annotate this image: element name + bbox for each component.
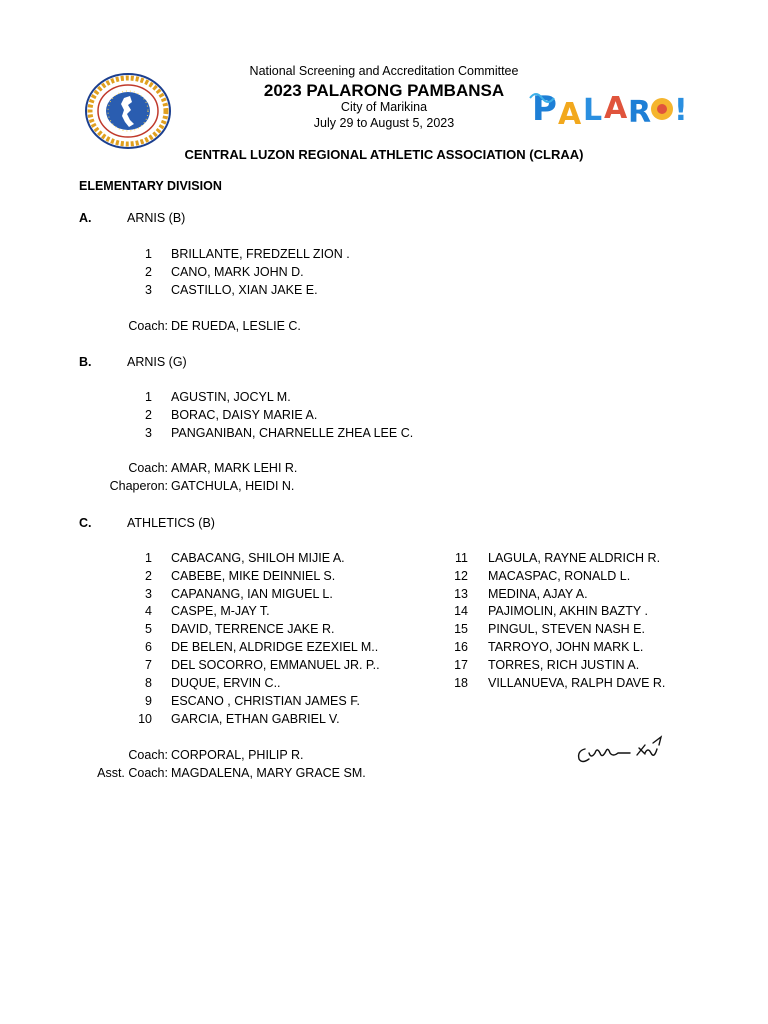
svg-text:A: A xyxy=(558,97,582,130)
sport-title: ATHLETICS (B) xyxy=(127,516,215,530)
svg-text:P: P xyxy=(532,89,557,129)
athlete-number: 3 xyxy=(145,587,152,601)
athlete-name: TORRES, RICH JUSTIN A. xyxy=(488,658,640,672)
athlete-name: ESCANO , CHRISTIAN JAMES F. xyxy=(171,694,360,708)
athlete-number: 1 xyxy=(145,390,152,404)
athlete-name: AGUSTIN, JOCYL M. xyxy=(171,390,291,404)
athlete-number: 3 xyxy=(145,426,152,440)
official-name: DE RUEDA, LESLIE C. xyxy=(171,319,301,333)
association-name: CENTRAL LUZON REGIONAL ATHLETIC ASSOCIATION (CLRAA) xyxy=(184,147,584,162)
section-letter: B. xyxy=(79,355,92,369)
event-dates: July 29 to August 5, 2023 xyxy=(313,116,455,130)
athlete-name: DE BELEN, ALDRIDGE EZEXIEL M.. xyxy=(171,640,379,654)
athlete-name: GARCIA, ETHAN GABRIEL V. xyxy=(171,712,340,726)
athlete-number: 2 xyxy=(145,408,152,422)
athlete-number: 4 xyxy=(145,604,152,618)
event-title: 2023 PALARONG PAMBANSA xyxy=(263,81,505,100)
athlete-number: 14 xyxy=(454,604,468,618)
athlete-name: PAJIMOLIN, AKHIN BAZTY . xyxy=(488,604,648,618)
athlete-name: LAGULA, RAYNE ALDRICH R. xyxy=(488,551,661,565)
official-name: MAGDALENA, MARY GRACE SM. xyxy=(171,766,366,780)
athlete-number: 10 xyxy=(138,712,152,726)
svg-text:!: ! xyxy=(674,93,688,128)
athlete-number: 7 xyxy=(145,658,152,672)
athlete-name: PANGANIBAN, CHARNELLE ZHEA LEE C. xyxy=(171,426,414,440)
official-role: Coach: xyxy=(128,748,168,762)
athlete-number: 1 xyxy=(145,551,152,565)
athlete-number: 18 xyxy=(454,676,468,690)
sport-title: ARNIS (G) xyxy=(127,355,187,369)
athlete-name: CASTILLO, XIAN JAKE E. xyxy=(171,283,318,297)
section-letter: A. xyxy=(79,211,92,225)
athlete-name: DUQUE, ERVIN C.. xyxy=(171,676,281,690)
svg-text:L: L xyxy=(583,93,603,128)
athlete-name: CAPANANG, IAN MIGUEL L. xyxy=(171,587,333,601)
athlete-name: MEDINA, AJAY A. xyxy=(488,587,588,601)
athlete-number: 16 xyxy=(454,640,468,654)
athlete-name: CANO, MARK JOHN D. xyxy=(171,265,304,279)
athlete-name: CABACANG, SHILOH MIJIE A. xyxy=(171,551,345,565)
athlete-number: 12 xyxy=(454,569,468,583)
section-letter: C. xyxy=(79,516,92,530)
official-name: AMAR, MARK LEHI R. xyxy=(171,461,298,475)
official-role: Coach: xyxy=(128,319,168,333)
athlete-name: MACASPAC, RONALD L. xyxy=(488,569,631,583)
athlete-name: CABEBE, MIKE DEINNIEL S. xyxy=(171,569,336,583)
athlete-number: 3 xyxy=(145,283,152,297)
athlete-name: PINGUL, STEVEN NASH E. xyxy=(488,622,645,636)
athlete-number: 9 xyxy=(145,694,152,708)
athlete-name: VILLANUEVA, RALPH DAVE R. xyxy=(488,676,666,690)
athlete-name: DAVID, TERRENCE JAKE R. xyxy=(171,622,335,636)
committee-name: National Screening and Accreditation Committee xyxy=(249,64,519,78)
official-role: Coach: xyxy=(128,461,168,475)
svg-text:A: A xyxy=(604,91,628,126)
division-heading: ELEMENTARY DIVISION xyxy=(79,179,222,193)
official-role: Chaperon: xyxy=(109,479,168,493)
svg-text:R: R xyxy=(628,95,652,130)
sport-title: ARNIS (B) xyxy=(127,211,186,225)
athlete-name: DEL SOCORRO, EMMANUEL JR. P.. xyxy=(171,658,380,672)
official-name: CORPORAL, PHILIP R. xyxy=(171,748,304,762)
official-name: GATCHULA, HEIDI N. xyxy=(171,479,295,493)
athlete-number: 8 xyxy=(145,676,152,690)
athlete-number: 2 xyxy=(145,265,152,279)
athlete-number: 2 xyxy=(145,569,152,583)
athlete-number: 13 xyxy=(454,587,468,601)
signature xyxy=(575,735,670,767)
athlete-number: 5 xyxy=(145,622,152,636)
athlete-number: 15 xyxy=(454,622,468,636)
athlete-number: 6 xyxy=(145,640,152,654)
athlete-number: 1 xyxy=(145,247,152,261)
athlete-number: 17 xyxy=(454,658,468,672)
athlete-name: CASPE, M-JAY T. xyxy=(171,604,270,618)
athlete-name: TARROYO, JOHN MARK L. xyxy=(488,640,644,654)
athlete-name: BORAC, DAISY MARIE A. xyxy=(171,408,318,422)
official-role: Asst. Coach: xyxy=(97,766,168,780)
athlete-name: BRILLANTE, FREDZELL ZION . xyxy=(171,247,350,261)
palarong-pambansa-seal-logo xyxy=(84,72,172,150)
host-city: City of Marikina xyxy=(340,100,428,114)
athlete-number: 11 xyxy=(455,551,468,565)
